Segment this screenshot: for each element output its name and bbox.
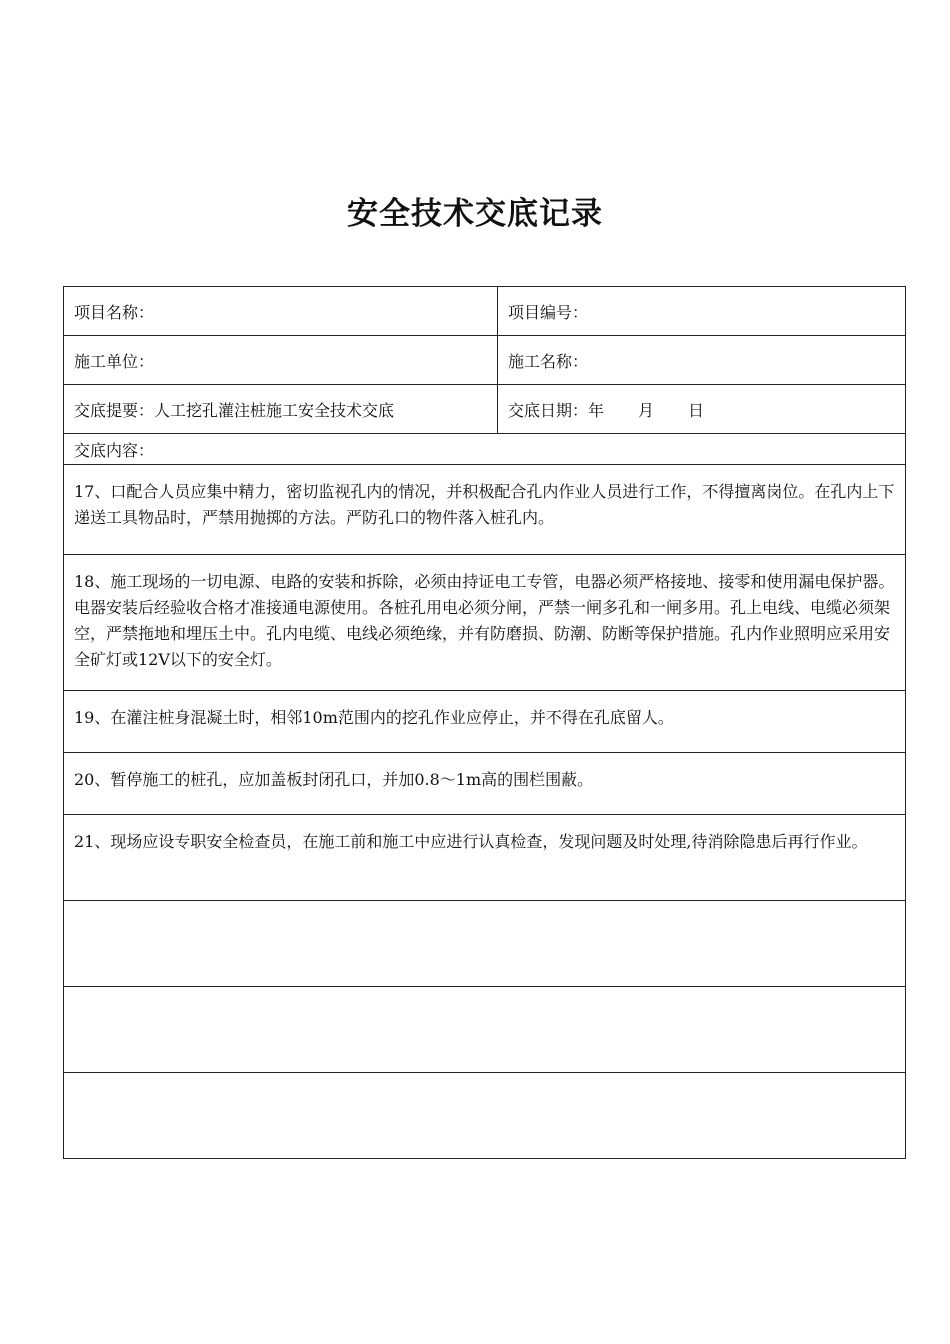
page-title: 安全技术交底记录: [347, 196, 603, 232]
blank-cell: [64, 901, 906, 987]
content-item-21: 21、现场应设专职安全检查员，在施工前和施工中应进行认真检查，发现问题及时处理,待消除隐患后再行作业。: [64, 815, 906, 901]
content-item-18: 18、施工现场的一切电源、电路的安装和拆除，必须由持证电工专管，电器必须严格接地、接零和使用漏电保护器。电器安装后经验收合格才准接通电源使用。各桩孔用电必须分闸，严禁一闸多孔和一闸多用。孔上电线、电缆必须架空，严禁拖地和埋压土中。孔内电缆、电线必须绝缘，并有防磨损、防潮、防断等保护措施。孔内作业照明应采用安全矿灯或12V以下的安全灯。: [64, 555, 906, 691]
project-name-cell: [64, 287, 498, 336]
summary-label: 交底提要：: [74, 400, 155, 420]
content-item-row: [64, 555, 906, 691]
content-item-row: [64, 815, 906, 901]
summary-value: 人工挖孔灌注桩施工安全技术交底: [154, 400, 395, 420]
blank-row: [64, 987, 906, 1073]
construction-unit-label: 施工单位：: [74, 351, 155, 371]
blank-row: [64, 1073, 906, 1159]
date-label: 交底日期：: [508, 400, 589, 420]
content-label: 交底内容：: [74, 440, 155, 460]
date-day: 日: [688, 400, 705, 420]
project-name-label: 项目名称：: [74, 302, 155, 322]
project-number-label: 项目编号：: [508, 302, 589, 322]
blank-cell: [64, 1073, 906, 1159]
blank-row: [64, 901, 906, 987]
date-cell: [498, 385, 906, 434]
summary-cell: [64, 385, 498, 434]
project-number-cell: [498, 287, 906, 336]
content-item-19: 19、在灌注桩身混凝土时，相邻10m范围内的挖孔作业应停止，并不得在孔底留人。: [64, 691, 906, 753]
construction-name-cell: [498, 336, 906, 385]
construction-name-label: 施工名称：: [508, 351, 589, 371]
form-row-content-head: [64, 434, 906, 465]
content-item-row: [64, 753, 906, 815]
blank-cell: [64, 987, 906, 1073]
content-label-cell: [64, 434, 906, 465]
date-month: 月: [638, 400, 655, 420]
form-row-project: [64, 287, 906, 336]
disclosure-form-table: [63, 286, 906, 1159]
construction-unit-cell: [64, 336, 498, 385]
form-row-unit: [64, 336, 906, 385]
content-item-20: 20、暂停施工的桩孔，应加盖板封闭孔口，并加0.8～1m高的围栏围蔽。: [64, 753, 906, 815]
content-item-row: [64, 691, 906, 753]
content-item-row: [64, 465, 906, 555]
content-item-17: 17、口配合人员应集中精力，密切监视孔内的情况，并积极配合孔内作业人员进行工作，不得擅离岗位。在孔内上下递送工具物品时，严禁用抛掷的方法。严防孔口的物件落入桩孔内。: [64, 465, 906, 555]
date-year: 年: [588, 400, 605, 420]
form-row-summary: [64, 385, 906, 434]
